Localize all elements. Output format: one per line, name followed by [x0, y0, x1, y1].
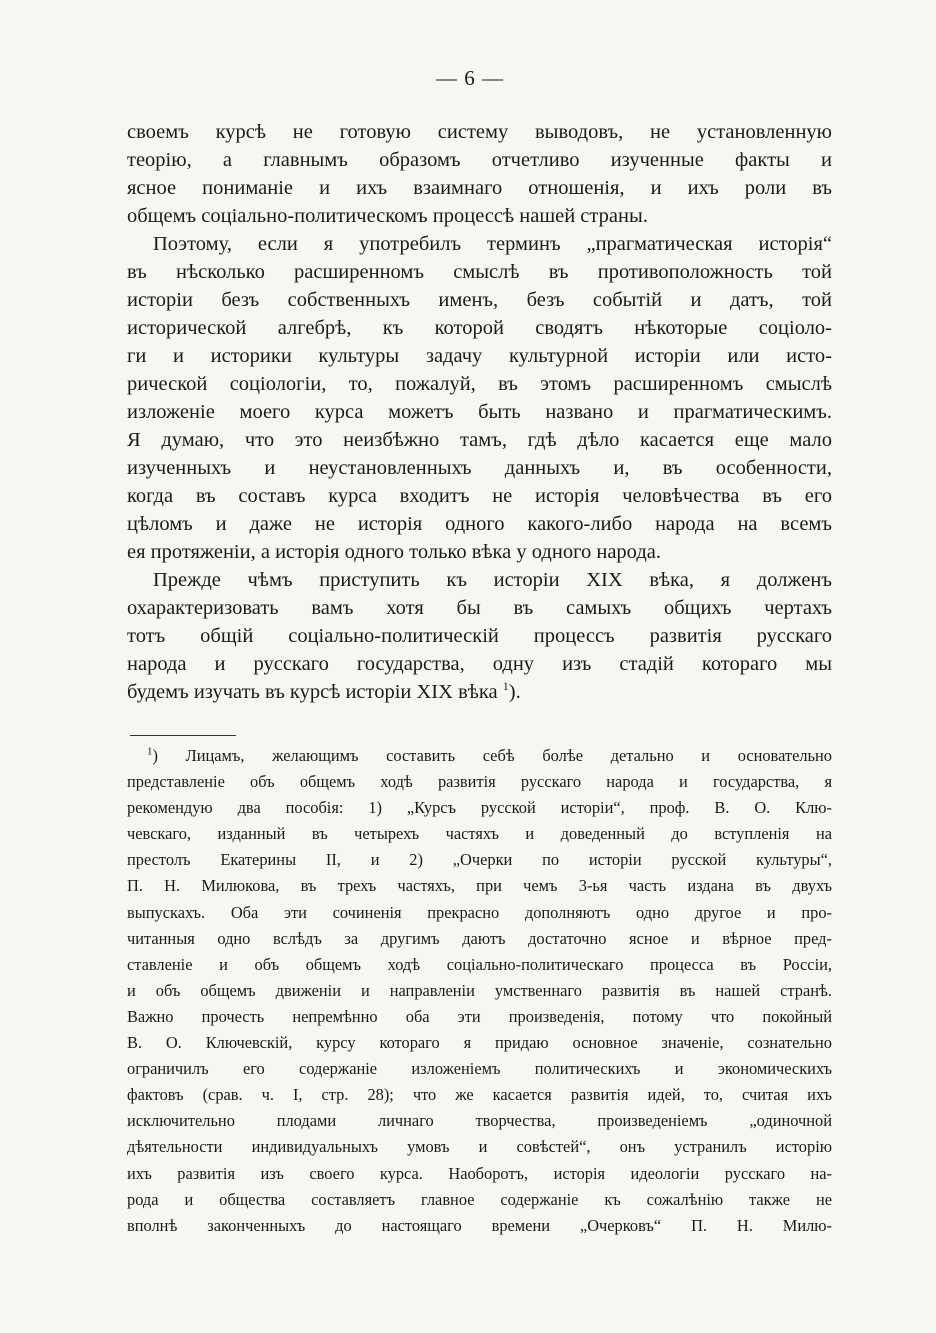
footnote-line: $^1$) Лицамъ, желающимъ составить себѣ болѣе детально и основательно — [147, 745, 832, 765]
paragraph-line: изложеніе моего курса можетъ быть названо и прагматическимъ. — [127, 401, 832, 423]
footnote-line: рода и общества составляетъ главное содержаніе къ сожалѣнію также не — [127, 1189, 832, 1209]
footnote-line: ограничилъ его содержаніе изложеніемъ политическихъ и экономическихъ — [127, 1059, 832, 1079]
footnote-line: ставленіе и объ общемъ ходѣ соціально-политическаго процесса въ Россіи, — [127, 954, 832, 974]
footnote-line: ихъ развитія изъ своего курса. Наоборотъ, исторія идеологіи русскаго на- — [127, 1163, 832, 1183]
footnote-line: П. Н. Милюкова, въ трехъ частяхъ, при чемъ 3-ья часть издана въ двухъ — [127, 876, 832, 896]
paragraph-line: цѣломъ и даже не исторія одного какого-либо народа на всемъ — [127, 513, 832, 535]
footnote-line: дѣятельности индивидуальныхъ умовъ и совѣстей“, онъ устранилъ исторію — [127, 1137, 832, 1157]
footnote-marker: 1 — [147, 745, 153, 758]
footnote-line: читанныя одно вслѣдъ за другимъ даютъ достаточно ясное и вѣрное пред- — [127, 928, 832, 948]
paragraph-line: Я думаю, что это неизбѣжно тамъ, гдѣ дѣло касается еще мало — [127, 429, 832, 451]
paragraph-line: охарактеризовать вамъ хотя бы въ самыхъ общихъ чертахъ — [127, 597, 832, 619]
footnote-line: чевскаго, изданный въ четырехъ частяхъ и доведенный до вступленія на — [127, 824, 832, 844]
footnote-divider — [130, 735, 236, 736]
paragraph-line: рической соціологіи, то, пожалуй, въ этомъ расширенномъ смыслѣ — [127, 373, 832, 395]
paragraph-line: Прежде чѣмъ приступить къ исторіи XIX вѣка, я долженъ — [153, 569, 832, 591]
paragraph-line: своемъ курсѣ не готовую систему выводовъ, не установленную — [127, 121, 832, 143]
footnote-line: и объ общемъ движеніи и направленіи умственнаго развитія въ нашей странѣ. — [127, 980, 832, 1000]
paragraph-line: теорію, а главнымъ образомъ отчетливо изученные факты и — [127, 149, 832, 171]
footnote-line: выпускахъ. Оба эти сочиненія прекрасно дополняютъ одно другое и про- — [127, 902, 832, 922]
footnote — [127, 743, 832, 1239]
paragraph-line: изученныхъ и неустановленныхъ данныхъ и, въ особенности, — [127, 457, 832, 479]
footnote-line: рекомендую два пособія: 1) „Курсъ русской исторіи“, проф. В. О. Клю- — [127, 798, 832, 818]
footnote-line: престолъ Екатерины II, и 2) „Очерки по исторіи русской культуры“, — [127, 850, 832, 870]
footnote-line: фактовъ (срав. ч. I, стр. 28); что же касается развитія идей, то, считая ихъ — [127, 1085, 832, 1105]
paragraph-line: будемъ изучать въ курсѣ исторіи XIX вѣка $^1$). — [127, 679, 521, 703]
footnote-line: вполнѣ законченныхъ до настоящаго времени „Очерковъ“ П. Н. Милю- — [127, 1215, 832, 1235]
page-number: — 6 — — [436, 66, 504, 90]
paragraph-line: въ нѣсколько расширенномъ смыслѣ въ противоположность той — [127, 261, 832, 283]
paragraph-line: исторической алгебрѣ, къ которой сводятъ нѣкоторые соціоло- — [127, 317, 832, 339]
footnote-line: В. О. Ключевскій, курсу котораго я придаю основное значеніе, сознательно — [127, 1033, 832, 1053]
paragraph-line: когда въ составъ курса входитъ не исторія человѣчества въ его — [127, 485, 832, 507]
footnote-line: представленіе объ общемъ ходѣ развитія русскаго народа и государства, я — [127, 772, 832, 792]
paragraph-line: ея протяженіи, а исторія одного только вѣка у одного народа. — [127, 541, 661, 563]
main-text — [127, 118, 832, 706]
paragraph-line: ги и историки культуры задачу культурной исторіи или исто- — [127, 345, 832, 367]
paragraph-line: тотъ общій соціально-политическій процессъ развитія русскаго — [127, 625, 832, 647]
paragraph-line: Поэтому, если я употребилъ терминъ „прагматическая исторія“ — [153, 233, 832, 255]
footnote-reference[interactable]: 1 — [502, 679, 509, 694]
paragraph-line: народа и русскаго государства, одну изъ стадій котораго мы — [127, 653, 832, 675]
footnote-line: Важно прочесть непремѣнно оба эти произведенія, потому что покойный — [127, 1006, 832, 1026]
paragraph-line: исторіи безъ собственныхъ именъ, безъ событій и датъ, той — [127, 289, 832, 311]
paragraph-line: общемъ соціально-политическомъ процессѣ нашей страны. — [127, 205, 648, 227]
paragraph-line: ясное пониманіе и ихъ взаимнаго отношенія, и ихъ роли въ — [127, 177, 832, 199]
footnote-line: исключительно плодами личнаго творчества, произведеніемъ „одиночной — [127, 1111, 832, 1131]
